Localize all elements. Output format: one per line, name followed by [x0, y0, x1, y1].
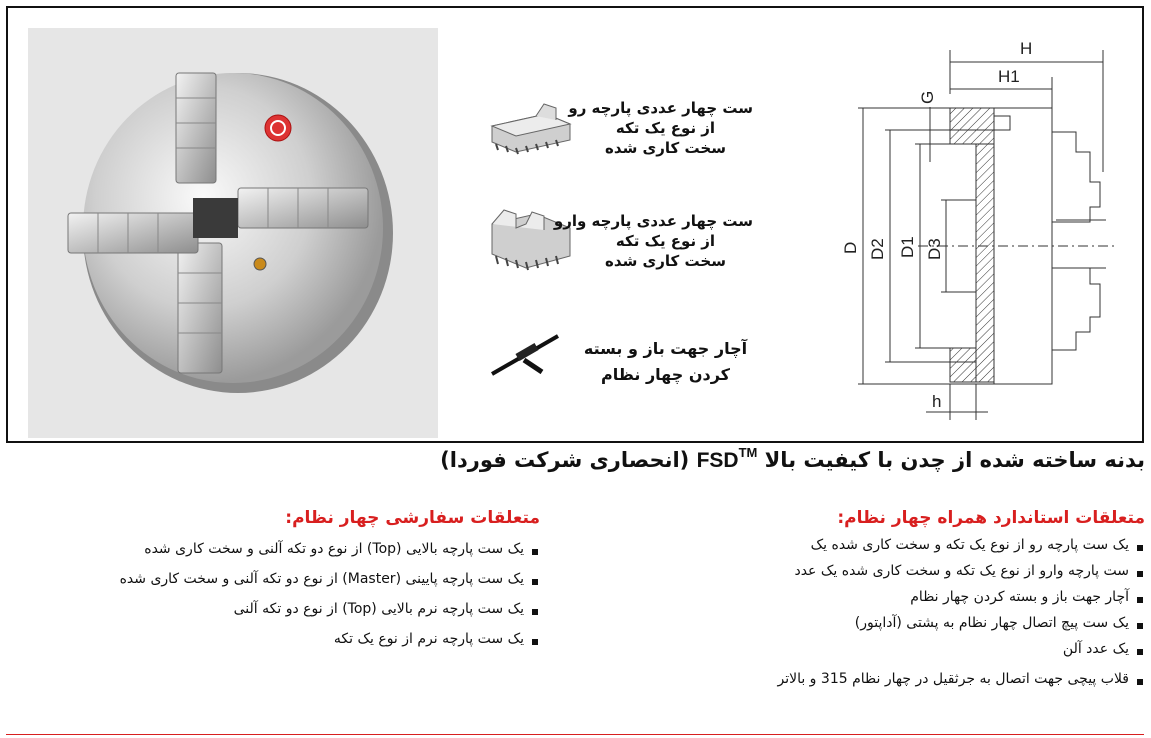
list-item: ست پارچه وارو از نوع یک تکه و سخت کاری شده یک عدد	[777, 562, 1145, 580]
accessory-reverse-jaw-text: ست چهار عددی پارچه وارو از نوع یک تکه سخت کاری شده	[553, 212, 753, 270]
label-D1: D1	[898, 236, 917, 258]
list-item: یک ست پارچه بالایی (Top) از نوع دو تکه آلنی و سخت کاری شده	[100, 540, 540, 558]
jaw-right	[238, 188, 368, 228]
list-item: یک ست پارچه نرم بالایی (Top) از نوع دو تکه آلنی	[100, 600, 540, 618]
top-jaw-icon	[486, 96, 576, 158]
chuck-photo	[28, 28, 438, 438]
brand-name: FSD	[696, 449, 739, 472]
accessory-key-text: آچار جهت باز و بسته کردن چهار نظام	[583, 339, 748, 384]
list-item: آچار جهت باز و بسته کردن چهار نظام	[777, 588, 1145, 606]
list-item: یک ست پارچه پایینی (Master) از نوع دو تکه آلنی و سخت کاری شده	[100, 570, 540, 588]
product-headline	[440, 445, 1145, 473]
label-h: h	[932, 392, 942, 411]
jaw-bottom	[178, 243, 222, 373]
label-H: H	[1020, 39, 1033, 58]
list-item: یک ست پارچه نرم از نوع یک تکه	[100, 630, 540, 648]
label-D2: D2	[868, 238, 887, 260]
jaw-left	[68, 213, 198, 253]
optional-accessories-title: متعلقات سفارشی چهار نظام:	[285, 508, 540, 528]
jaw-top	[176, 73, 216, 183]
list-item: یک عدد آلن	[777, 640, 1145, 658]
list-item: قلاب پیچی جهت اتصال به جرثقیل در چهار نظام 315 و بالاتر	[777, 670, 1145, 688]
product-frame	[6, 6, 1144, 443]
chuck-key-icon	[486, 326, 566, 382]
label-G: G	[918, 90, 937, 104]
list-item: یک ست پارچه رو از نوع یک تکه و سخت کاری شده یک	[777, 536, 1145, 554]
accessory-top-jaw-text: ست چهار عددی پارچه رو از نوع یک تکه سخت کاری شده	[568, 99, 753, 157]
bottom-divider	[6, 734, 1144, 735]
trademark: TM	[738, 445, 758, 460]
standard-accessories-title: متعلقات استاندارد همراه چهار نظام:	[837, 508, 1145, 528]
label-D3: D3	[925, 238, 944, 260]
optional-accessories-list	[100, 540, 540, 648]
headline-text: بدنه ساخته شده از چدن با کیفیت بالا	[764, 448, 1145, 472]
standard-accessories-list	[777, 536, 1145, 688]
list-item: یک ست پیچ اتصال چهار نظام به پشتی (آداپتور)	[777, 614, 1145, 632]
label-D: D	[841, 241, 860, 254]
technical-drawing	[828, 32, 1128, 432]
label-H1: H1	[998, 67, 1020, 86]
headline-note: (انحصاری شرکت فوردا)	[440, 448, 690, 472]
